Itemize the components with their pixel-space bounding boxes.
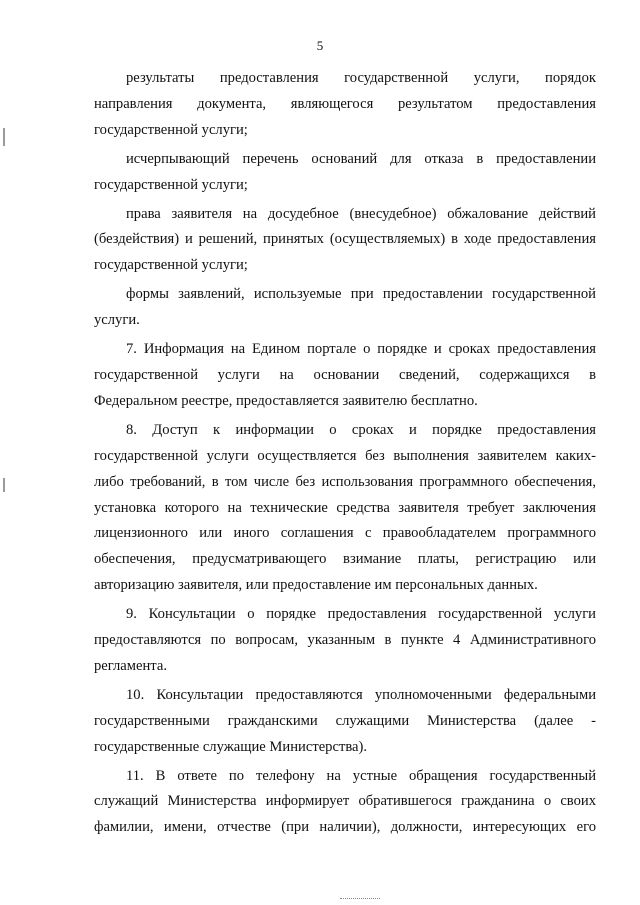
text-line: 10. Консультации предоставляются уполномоченными федеральными: [126, 686, 596, 703]
text-line: государственные служащие Министерства).: [94, 738, 368, 755]
text-line: государственной услуги;: [94, 176, 248, 193]
page-number: 5: [316, 38, 324, 53]
document-body: [94, 66, 596, 841]
text-line: служащий Министерства информирует обратившегося гражданина о своих: [94, 793, 596, 810]
text-line: услуги.: [94, 312, 140, 329]
paragraph: [94, 282, 596, 334]
text-line: государственной услуги;: [94, 121, 248, 138]
text-line: регламента.: [94, 657, 167, 674]
text-line: 8. Доступ к информации о сроках и порядке предоставления: [126, 421, 596, 438]
text-line: обеспечения, предусматривающего взимание платы, регистрацию или: [94, 551, 596, 568]
text-line: авторизацию заявителя, или предоставление им персональных данных.: [94, 577, 538, 594]
text-line: (бездействия) и решений, принятых (осуществляемых) в ходе предоставления: [94, 231, 596, 248]
paragraph: [94, 683, 596, 761]
scan-edge-mark: [3, 478, 5, 492]
text-line: формы заявлений, используемые при предоставлении государственной: [126, 286, 596, 303]
text-line: 7. Информация на Едином портале о порядке и сроках предоставления: [126, 341, 596, 358]
text-line: государственными гражданскими служащими Министерства (далее -: [94, 712, 596, 729]
text-line: предоставляются по вопросам, указанным в пункте 4 Административного: [94, 632, 596, 649]
paragraph: [94, 147, 596, 199]
text-line: направления документа, являющегося результатом предоставления: [94, 95, 596, 112]
text-line: государственной услуги осуществляется без выполнения заявителем каких-: [94, 447, 596, 464]
text-line: либо требований, в том числе без использования программного обеспечения,: [94, 473, 596, 490]
paragraph: [94, 337, 596, 415]
paragraph: [94, 418, 596, 599]
text-line: 9. Консультации о порядке предоставления государственной услуги: [126, 606, 596, 623]
text-line: лицензионного или иного соглашения с правообладателем программного: [94, 525, 596, 542]
text-line: государственной услуги;: [94, 257, 248, 274]
text-line: установка которого на технические средства заявителя требует заключения: [94, 499, 596, 516]
text-line: фамилии, имени, отчестве (при наличии), должности, интересующих его: [94, 819, 596, 836]
text-line: результаты предоставления государственной услуги, порядок: [126, 70, 596, 86]
scan-bottom-mark: [340, 898, 380, 901]
paragraph: [94, 602, 596, 680]
text-line: государственной услуги на основании сведений, содержащихся в: [94, 366, 596, 383]
paragraph: [94, 202, 596, 280]
text-line: исчерпывающий перечень оснований для отказа в предоставлении: [126, 150, 596, 167]
text-line: 11. В ответе по телефону на устные обращения государственный: [126, 767, 596, 784]
paragraph: [94, 764, 596, 842]
text-line: права заявителя на досудебное (внесудебное) обжалование действий: [126, 205, 596, 222]
text-line: Федеральном реестре, предоставляется заявителю бесплатно.: [94, 392, 478, 409]
paragraph: [94, 66, 596, 144]
scan-edge-mark: [3, 128, 5, 146]
